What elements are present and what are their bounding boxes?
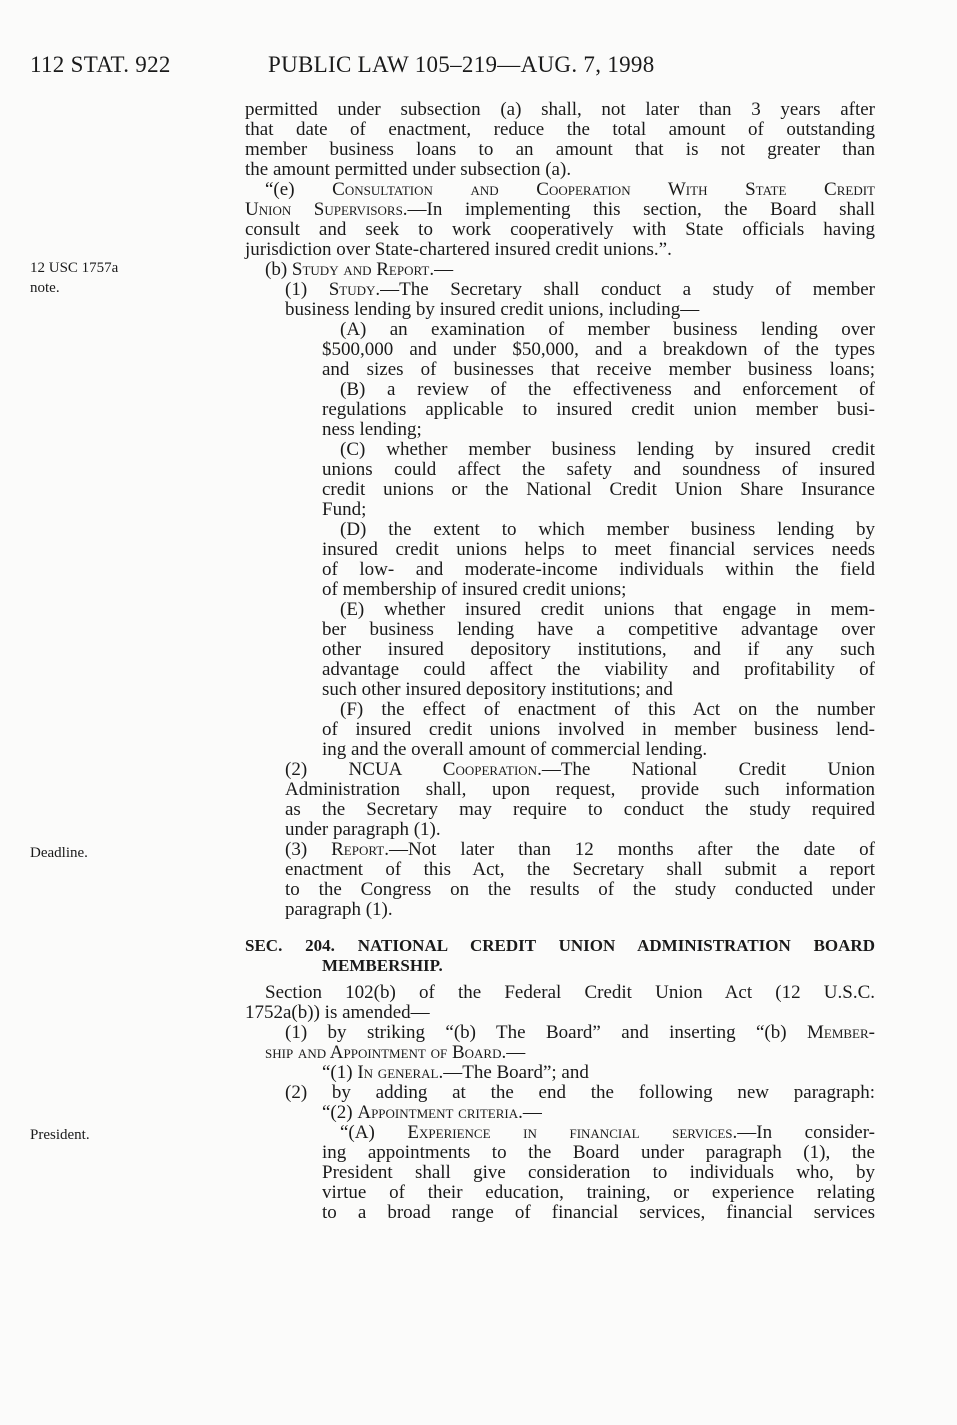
text-line xyxy=(285,880,875,900)
text-line xyxy=(322,1143,875,1163)
text-segment: ness lending; xyxy=(322,419,422,440)
text-segment: insured credit unions helps to meet financial services needs xyxy=(322,539,875,560)
small-caps-heading: Member- xyxy=(806,1022,875,1043)
text-line xyxy=(322,720,875,740)
text-segment: jurisdiction over State-chartered insured credit unions.”. xyxy=(245,239,672,260)
text-segment: business lending by insured credit unions, including— xyxy=(285,299,700,320)
text-segment: 1752a(b)) is amended— xyxy=(245,1002,430,1023)
text-line xyxy=(340,520,875,540)
small-caps-heading: In general xyxy=(357,1062,439,1083)
page-stat-citation: 112 STAT. 922 xyxy=(30,52,171,77)
text-segment: of low- and moderate-income individuals within the field xyxy=(322,559,875,580)
text-line xyxy=(285,840,875,860)
small-caps-heading: Experience in financial services xyxy=(407,1122,733,1143)
text-line xyxy=(285,900,393,920)
text-segment: credit unions or the National Credit Union Share Insurance xyxy=(322,479,875,500)
text-line xyxy=(285,1083,875,1103)
text-segment: $500,000 and under $50,000, and a breakdown of the types xyxy=(322,339,875,360)
text-segment: MEMBERSHIP. xyxy=(322,956,443,975)
text-segment: member business loans to an amount that is not greater than xyxy=(245,139,875,160)
text-segment: such other insured depository institutions; and xyxy=(322,679,673,700)
text-line xyxy=(322,400,875,420)
text-line xyxy=(265,260,453,280)
text-segment: consult and seek to work cooperatively with State officials having xyxy=(245,219,875,240)
text-segment: (2) by adding at the end the following new paragraph: xyxy=(285,1082,875,1103)
text-line xyxy=(322,500,366,520)
text-segment: to the Congress on the results of the study conducted under xyxy=(285,879,875,900)
text-segment: “(e) xyxy=(265,179,333,200)
text-line xyxy=(245,140,875,160)
small-caps-heading: Study xyxy=(328,279,376,300)
text-segment: (2) NCUA xyxy=(285,759,443,780)
text-line xyxy=(245,220,875,240)
text-line xyxy=(322,1183,875,1203)
text-segment: regulations applicable to insured credit union member busi- xyxy=(322,399,875,420)
margin-note-note: note. xyxy=(30,280,60,296)
text-line xyxy=(245,120,875,140)
text-line xyxy=(322,560,875,580)
text-line xyxy=(322,1063,589,1083)
text-line xyxy=(285,860,875,880)
text-segment: that date of enactment, reduce the total amount of outstanding xyxy=(245,119,875,140)
text-segment: unions could affect the safety and soundness of insured xyxy=(322,459,875,480)
text-line xyxy=(245,160,571,180)
text-segment: “(2) xyxy=(322,1102,358,1123)
text-segment: “(1) xyxy=(322,1062,358,1083)
text-line xyxy=(322,640,875,660)
text-segment: President shall give consideration to individuals who, by xyxy=(322,1162,875,1183)
text-line xyxy=(322,620,875,640)
text-line xyxy=(245,240,672,260)
text-line xyxy=(340,600,875,620)
text-segment: .—In consider- xyxy=(732,1122,875,1143)
margin-note-deadline: Deadline. xyxy=(30,845,88,861)
text-segment: .—The Secretary shall conduct a study of member xyxy=(375,279,875,300)
text-line xyxy=(285,780,875,800)
margin-note-president: President. xyxy=(30,1127,90,1143)
margin-note-usc: 12 USC 1757a xyxy=(30,260,119,276)
section-heading-line xyxy=(322,956,443,976)
text-line xyxy=(340,320,875,340)
text-segment: Administration shall, upon request, provide such information xyxy=(285,779,875,800)
text-line xyxy=(285,760,875,780)
text-line xyxy=(340,380,875,400)
section-heading-line xyxy=(245,936,875,956)
text-line xyxy=(322,460,875,480)
text-line xyxy=(245,200,875,220)
small-caps-heading: ship and Appointment of Board xyxy=(265,1042,502,1063)
text-line xyxy=(322,1203,875,1223)
text-segment: under paragraph (1). xyxy=(285,819,441,840)
text-line xyxy=(340,700,875,720)
text-segment: other insured depository institutions, and if any such xyxy=(322,639,875,660)
text-line xyxy=(285,280,875,300)
text-line xyxy=(340,1123,875,1143)
small-caps-heading: Consultation and Cooperation With State Credit xyxy=(332,179,875,200)
small-caps-heading: Union Supervisors xyxy=(245,199,403,220)
text-line xyxy=(322,580,626,600)
text-line xyxy=(322,540,875,560)
text-segment: SEC. 204. NATIONAL CREDIT UNION ADMINISTRATION BOARD xyxy=(245,936,875,955)
text-segment: ber business lending have a competitive advantage over xyxy=(322,619,875,640)
text-line xyxy=(285,800,875,820)
text-segment: (F) the effect of enactment of this Act on the number xyxy=(340,699,875,720)
text-segment: and sizes of businesses that receive member business loans; xyxy=(322,359,875,380)
text-line xyxy=(322,1103,542,1123)
text-line xyxy=(265,983,875,1003)
small-caps-heading: Cooperation xyxy=(442,759,538,780)
text-segment: .— xyxy=(429,259,454,280)
text-line xyxy=(245,1003,430,1023)
page-running-header: PUBLIC LAW 105–219—AUG. 7, 1998 xyxy=(268,52,655,77)
text-segment: to a broad range of financial services, financial services xyxy=(322,1202,875,1223)
text-segment: (1) by striking “(b) The Board” and inserting “(b) xyxy=(285,1022,807,1043)
small-caps-heading: Report xyxy=(331,839,385,860)
text-line xyxy=(322,420,422,440)
text-segment: .—The Board”; and xyxy=(438,1062,589,1083)
text-segment: (1) xyxy=(285,279,329,300)
text-segment: .—Not later than 12 months after the date of xyxy=(384,839,876,860)
text-line xyxy=(322,1163,875,1183)
text-segment: Section 102(b) of the Federal Credit Union Act (12 U.S.C. xyxy=(265,982,875,1003)
text-segment: “(A) xyxy=(340,1122,408,1143)
text-segment: of membership of insured credit unions; xyxy=(322,579,627,600)
text-line xyxy=(285,820,441,840)
text-segment: enactment of this Act, the Secretary shall submit a report xyxy=(285,859,875,880)
text-line xyxy=(265,1043,525,1063)
text-segment: virtue of their education, training, or experience relating xyxy=(322,1182,875,1203)
text-segment: (D) the extent to which member business lending by xyxy=(340,519,875,540)
text-segment: ing and the overall amount of commercial lending. xyxy=(322,739,708,760)
text-line xyxy=(265,180,875,200)
text-segment: .—In implementing this section, the Board shall xyxy=(402,199,875,220)
text-segment: .— xyxy=(501,1042,526,1063)
text-segment: (3) xyxy=(285,839,332,860)
text-segment: (E) whether insured credit unions that engage in mem- xyxy=(340,599,875,620)
text-segment: paragraph (1). xyxy=(285,899,393,920)
small-caps-heading: Appointment criteria xyxy=(357,1102,519,1123)
text-segment: advantage could affect the viability and profitability of xyxy=(322,659,875,680)
text-segment: .—The National Credit Union xyxy=(537,759,875,780)
text-line xyxy=(322,680,673,700)
text-line xyxy=(340,440,875,460)
text-segment: (A) an examination of member business lending over xyxy=(340,319,875,340)
text-line xyxy=(322,740,707,760)
text-segment: (B) a review of the effectiveness and enforcement of xyxy=(340,379,875,400)
text-line xyxy=(322,660,875,680)
text-segment: as the Secretary may require to conduct the study required xyxy=(285,799,875,820)
text-line xyxy=(285,300,699,320)
text-segment: .— xyxy=(518,1102,542,1123)
text-segment: ing appointments to the Board under paragraph (1), the xyxy=(322,1142,875,1163)
text-segment: the amount permitted under subsection (a). xyxy=(245,159,572,180)
text-segment: permitted under subsection (a) shall, not later than 3 years after xyxy=(245,99,875,120)
small-caps-heading: Study and Report xyxy=(291,259,430,280)
text-segment: Fund; xyxy=(322,499,367,520)
text-segment: of insured credit unions involved in member business lend- xyxy=(322,719,875,740)
text-segment: (b) xyxy=(265,259,292,280)
text-line xyxy=(285,1023,875,1043)
text-segment: (C) whether member business lending by insured credit xyxy=(340,439,875,460)
text-line xyxy=(245,100,875,120)
text-line xyxy=(322,480,875,500)
text-line xyxy=(322,340,875,360)
text-line xyxy=(322,360,875,380)
